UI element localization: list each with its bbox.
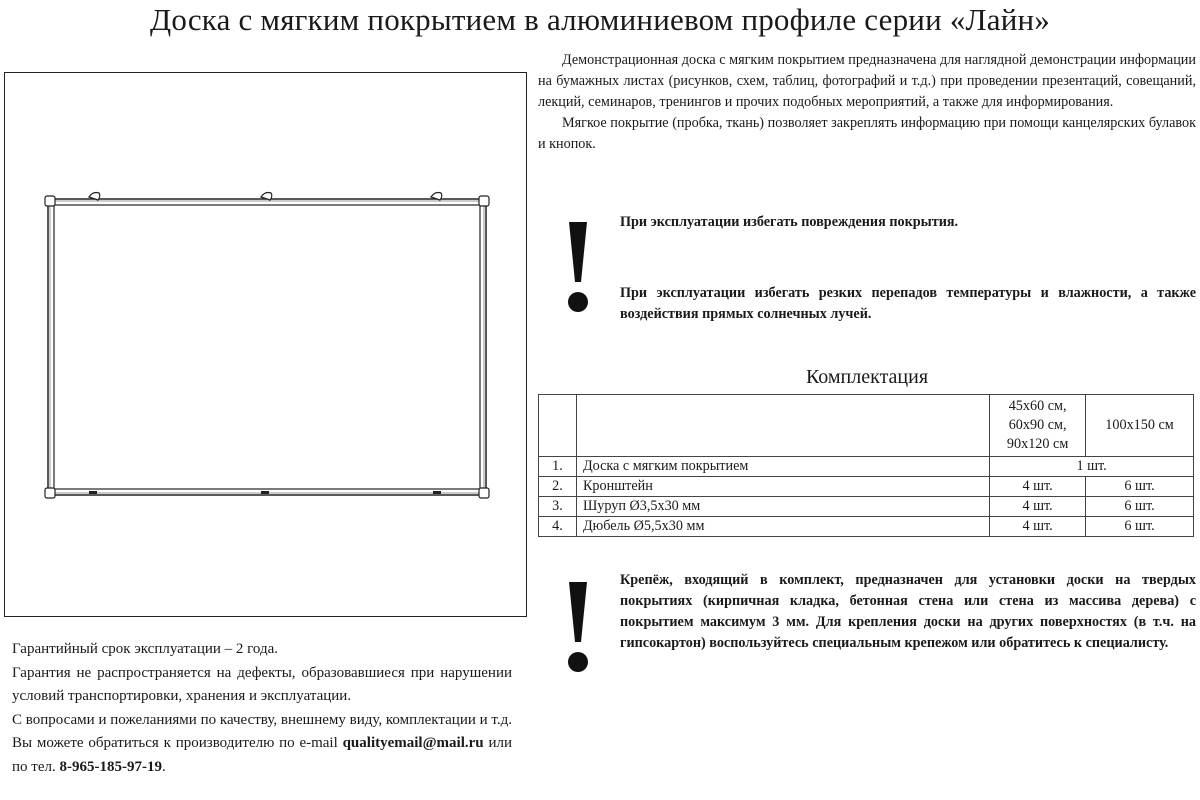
warranty-info	[12, 638, 512, 779]
warning-temperature: При эксплуатации избегать резких перепадов температуры и влажности, а также воздействия прямых солнечных лучей.	[620, 285, 1196, 322]
size-column-header-large: 100x150 см	[1086, 395, 1194, 457]
board-drawing	[5, 73, 528, 618]
warning-damage: При эксплуатации избегать повреждения покрытия.	[620, 214, 959, 230]
email-link[interactable]: qualityemail@mail.ru	[342, 735, 484, 751]
warranty-period: Гарантийный срок эксплуатации – 2 года.	[12, 641, 279, 657]
table-row: 1. Доска с мягким покрытием 1 шт.	[539, 457, 1194, 477]
kit-table	[538, 394, 1194, 537]
product-illustration-frame	[4, 72, 527, 617]
size-column-header-small: 45x60 см, 60x90 см, 90x120 см	[990, 395, 1086, 457]
kit-table-title: Комплектация	[805, 366, 929, 388]
table-header-row	[539, 395, 1194, 457]
product-description	[538, 50, 1196, 155]
description-paragraph-1: Демонстрационная доска с мягким покрытием предназначена для наглядной демонстрации информации на бумажных листах (рисунков, схем, таблиц, фотографий и т.д.) при проведении презентаций, совещаний, лекций, семинаров, тренингов и прочих подобных мероприятий, а также для информирования.	[538, 52, 1196, 110]
contact-info: С вопросами и пожеланиями по качеству, внешнему виду, комплектации и т.д. Вы можете обратиться к производителю по e-mail qualityemail@mail.ru или по тел. 8-965-185-97-19.	[12, 711, 512, 775]
table-row: 3. Шуруп Ø3,5x30 мм 4 шт. 6 шт.	[539, 497, 1194, 517]
description-paragraph-2: Мягкое покрытие (пробка, ткань) позволяет закреплять информацию при помощи канцелярских булавок и кнопок.	[538, 115, 1196, 152]
table-row: 4. Дюбель Ø5,5x30 мм 4 шт. 6 шт.	[539, 517, 1194, 537]
phone-number[interactable]: 8-965-185-97-19	[59, 758, 162, 775]
exclamation-icon	[560, 218, 596, 316]
warranty-exclusions: Гарантия не распространяется на дефекты, образовавшиеся при нарушении условий транспортировки, хранения и эксплуатации.	[12, 664, 512, 704]
exclamation-icon	[560, 578, 596, 676]
warning-mounting: Крепёж, входящий в комплект, предназначен для установки доски на твердых покрытиях (кирпичная кладка, бетонная стена или стена из массива дерева) с покрытием максимум 3 мм. Для крепления доски на других поверхностях (в т.ч. на гипсокартон) воспользуйтесь специальным крепежом или обратитесь к специалисту.	[620, 572, 1196, 651]
table-row: 2. Кронштейн 4 шт. 6 шт.	[539, 477, 1194, 497]
page-title: Доска с мягким покрытием в алюминиевом профиле серии «Лайн»	[150, 2, 1050, 37]
